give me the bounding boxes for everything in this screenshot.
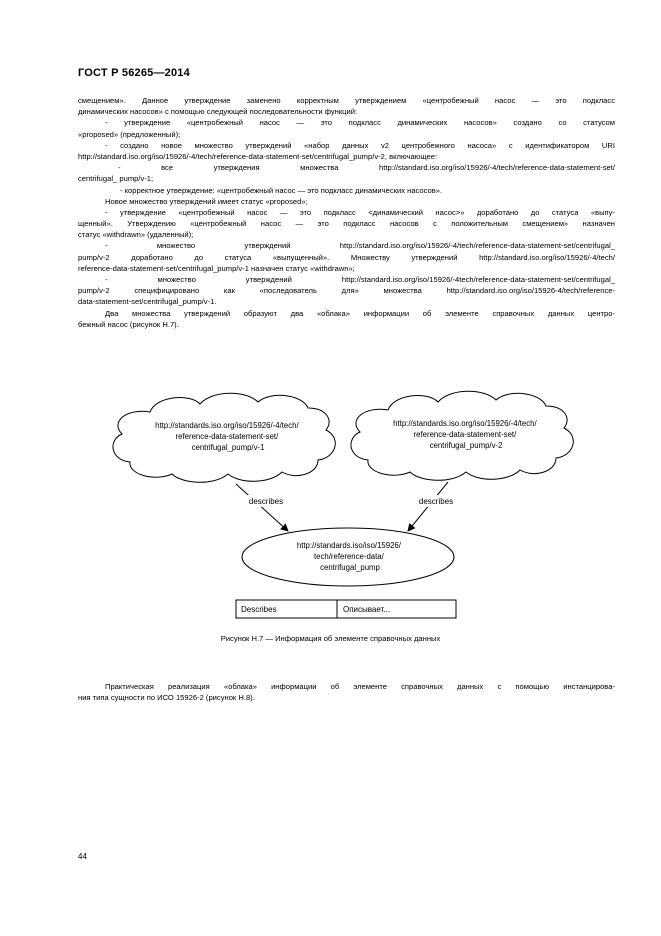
body-line: - корректное утверждение: «центробежный насос — это подкласс динамических насосов». (120, 185, 443, 195)
closing-paragraph (78, 680, 615, 702)
body-line: data-statement-set/centrifugal_pump/v-1. (78, 297, 217, 307)
cloud-right-line: http://standards.iso.org/iso/15926/-4/tech/ (393, 419, 537, 428)
body-line: - множество утверждений http://standard.iso.org/iso/15926/-4tech/reference-data-statement-set/centrifugal_ (105, 275, 615, 284)
body-line: бежный насос (рисунок Н.7). (78, 319, 179, 329)
body-line: - утверждение «центробежный насос — это подкласс динамических насосов» создано со статусом (105, 118, 615, 128)
body-line: статус «withdrawn» (удаленный); (78, 230, 194, 240)
cloud-left-line: http://standards.iso.org/iso/15926/-4/tech/ (155, 421, 299, 430)
legend-term: Describes (241, 605, 277, 614)
body-line: centrifugal_ pump/v-1; (78, 174, 154, 184)
legend-translation: Описывает... (343, 605, 391, 614)
ellipse-line: tech/reference-data/ (314, 552, 384, 561)
body-line: - все утверждения множества http://standard.iso.org/iso/15926/-4/tech/reference-data-statement-set/ (118, 163, 615, 173)
body-line: смещением». Данное утверждение заменено корректным утверждением «центробежный насос — это подкласс (78, 96, 615, 105)
cloud-left-line: reference-data-statement-set/ (175, 432, 279, 441)
arrow-left-label: describes (248, 497, 284, 506)
body-line: Новое множество утверждений имеет статус «proposed»; (105, 196, 308, 206)
body-line: щенный». Утверждению «центробежный насос — это подкласс насосов с положительным смещением» назначен (78, 219, 615, 229)
body-text (78, 95, 615, 330)
body-line: - создано новое множество утверждений «набор данных v2 центробежного насоса» с идентификатором URI (105, 140, 615, 150)
body-line: http://standard.iso.org/iso/15926/-4/tech/reference-data-statement-set/centrifugal_pump/v-2, включающее: (78, 151, 438, 161)
cloud-right-line: reference-data-statement-set/ (413, 430, 517, 439)
body-line: reference-data-statement-set/centrifugal_pump/v-1 назначен статус «withdrawn»; (78, 263, 355, 273)
figure-caption: Рисунок Н.7 — Информация об элементе справочных данных (220, 634, 441, 643)
ellipse-line: http://standards.iso/iso/15926/ (296, 541, 401, 550)
arrow-left (236, 484, 288, 531)
body-line: Два множества утверждений образуют два «облака» информации об элементе справочных данных центро- (105, 308, 615, 318)
body-line: «proposed» (предложенный); (78, 129, 181, 139)
figure-h7-diagram (0, 380, 661, 620)
body-line: pump/v-2 доработано до статуса «выпущенный». Множеству утверждений http://standard.iso.org/iso/15926/-4/tech/ (78, 252, 615, 262)
closing-line: Практическая реализация «облака» информации об элементе справочных данных с помощью инстанцирова- (105, 682, 615, 691)
ellipse-line: centrifugal_pump (320, 563, 380, 572)
page-number: 44 (78, 852, 87, 861)
body-line: - утверждение «центробежный насос — это подкласс <динамический насос>» доработано до статуса «выпу- (105, 207, 615, 217)
document-header: ГОСТ Р 56265—2014 (78, 67, 190, 79)
body-line: pump/v-2 специфицировано как «последователь для» множества http://standard.iso.org/iso/15926-4/tech/reference- (78, 286, 615, 296)
body-line: - множество утверждений http://standard.iso.org/iso/15926/-4/tech/reference-data-statement-set/centrifugal_ (105, 241, 615, 251)
body-line: динамических насосов» с помощью следующей последовательности функций: (78, 107, 358, 117)
arrow-right-label: describes (418, 497, 454, 506)
cloud-right-line: centrifugal_pump/v-2 (429, 441, 503, 450)
closing-line: ния типа сущности по ИСО 15926-2 (рисунок Н.8). (78, 693, 255, 703)
cloud-left-line: centrifugal_pump/v-1 (191, 443, 265, 452)
